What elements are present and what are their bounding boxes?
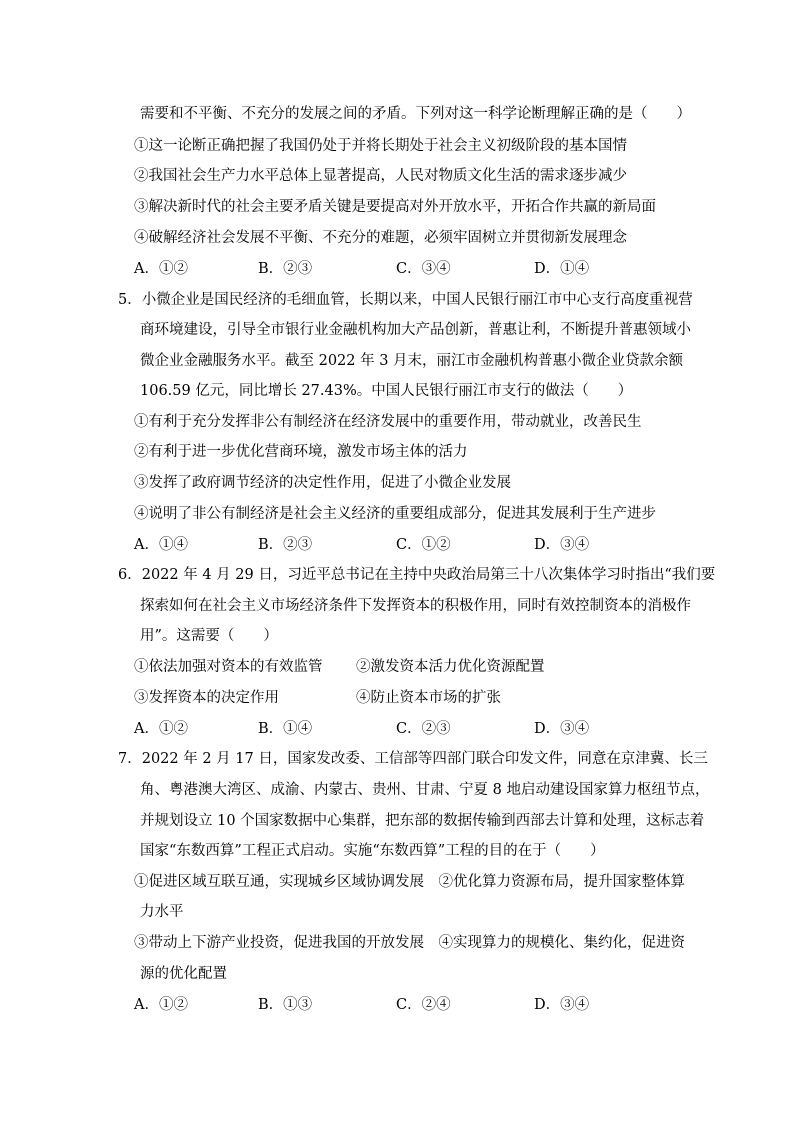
question-6-item-1: ①依法加强对资本的有效监管 [134, 659, 323, 675]
question-5-option-d: D．③④ [534, 537, 590, 553]
question-6-item-4: ④防止资本市场的扩张 [356, 690, 501, 706]
question-5-stem-line-3: 微企业金融服务水平。截至 2022 年 3 月末，丽江市金融机构普惠小微企业贷款余额 [140, 353, 684, 369]
question-5-item-1: ①有利于充分发挥非公有制经济在经济发展中的重要作用，带动就业，改善民生 [134, 414, 642, 430]
question-4-stem: 需要和不平衡、不充分的发展之间的矛盾。下列对这一科学论断理解正确的是（ ） [140, 106, 691, 122]
question-4-item-3: ③解决新时代的社会主要矛盾关键是要提高对外开放水平，开拓合作共赢的新局面 [134, 199, 656, 215]
question-4-option-d: D．①④ [534, 261, 590, 277]
question-6-option-d: D．③④ [534, 721, 590, 737]
question-5-stem-line-1: 5．小微企业是国民经济的毛细血管，长期以来，中国人民银行丽江市中心支行高度重视营 [118, 292, 693, 308]
question-4-option-c: C．③④ [396, 261, 451, 277]
question-5-item-4: ④说明了非公有制经济是社会主义经济的重要组成部分，促进其发展利于生产进步 [134, 506, 656, 522]
question-7-option-c: C．②④ [396, 997, 451, 1013]
question-7-option-b: B．①③ [258, 997, 313, 1013]
question-6-option-a: A．①② [134, 721, 188, 737]
question-5-option-a: A．①④ [134, 537, 188, 553]
question-5-option-c: C．①② [396, 537, 451, 553]
question-4-item-2: ②我国社会生产力水平总体上显著提高，人民对物质文化生活的需求逐步减少 [134, 168, 627, 184]
question-7-stem-line-4: 国家“东数西算”工程正式启动。实施“东数西算”工程的目的在于（ ） [140, 843, 605, 859]
question-6-stem-line-2: 探索如何在社会主义市场经济条件下发挥资本的积极作用，同时有效控制资本的消极作 [140, 598, 691, 614]
question-6-option-c: C．②③ [396, 721, 451, 737]
question-7-stem-line-1: 7．2022 年 2 月 17 日，国家发改委、工信部等四部门联合印发文件，同意在京津冀、长三 [118, 751, 708, 767]
question-7-stem-line-3: 并规划设立 10 个国家数据中心集群，把东部的数据传输到西部去计算和处理，这标志着 [140, 813, 705, 829]
question-7-item-1-2-line-1: ①促进区域互联互通，实现城乡区域协调发展 ②优化算力资源布局，提升国家整体算 [134, 874, 685, 890]
question-7-item-3-4-line-1: ③带动上下游产业投资，促进我国的开放发展 ④实现算力的规模化、集约化，促进资 [134, 935, 685, 951]
question-6-item-3: ③发挥资本的决定作用 [134, 690, 279, 706]
question-5-stem-line-2: 商环境建设，引导全市银行业金融机构加大产品创新，普惠让利，不断提升普惠领域小 [140, 322, 691, 338]
question-7-option-d: D．③④ [534, 997, 590, 1013]
question-4-option-b: B．②③ [258, 261, 313, 277]
question-7-option-a: A．①② [134, 997, 188, 1013]
question-7-stem-line-2: 角、粤港澳大湾区、成渝、内蒙古、贵州、甘肃、宁夏 8 地启动建设国家算力枢纽节点， [140, 782, 710, 798]
question-5-stem-line-4: 106.59 亿元，同比增长 27.43%。中国人民银行丽江市支行的做法（ ） [140, 383, 633, 399]
question-6-option-b: B．①④ [258, 721, 313, 737]
question-5-option-b: B．②③ [258, 537, 313, 553]
question-5-item-2: ②有利于进一步优化营商环境，激发市场主体的活力 [134, 444, 468, 460]
question-7-item-2-line-2: 力水平 [140, 904, 184, 920]
question-7-item-4-line-2: 源的优化配置 [140, 966, 227, 982]
question-5-item-3: ③发挥了政府调节经济的决定性作用，促进了小微企业发展 [134, 475, 511, 491]
question-6-stem-line-3: 用”。这需要（ ） [140, 628, 278, 644]
question-4-item-4: ④破解经济社会发展不平衡、不充分的难题，必须牢固树立并贯彻新发展理念 [134, 230, 627, 246]
question-6-stem-line-1: 6．2022 年 4 月 29 日，习近平总书记在主持中央政治局第三十八次集体学习时指出“我们要 [118, 567, 716, 583]
question-4-item-1: ①这一论断正确把握了我国仍处于并将长期处于社会主义初级阶段的基本国情 [134, 138, 627, 154]
question-4-option-a: A．①② [134, 261, 188, 277]
question-6-item-2: ②激发资本活力优化资源配置 [356, 659, 545, 675]
